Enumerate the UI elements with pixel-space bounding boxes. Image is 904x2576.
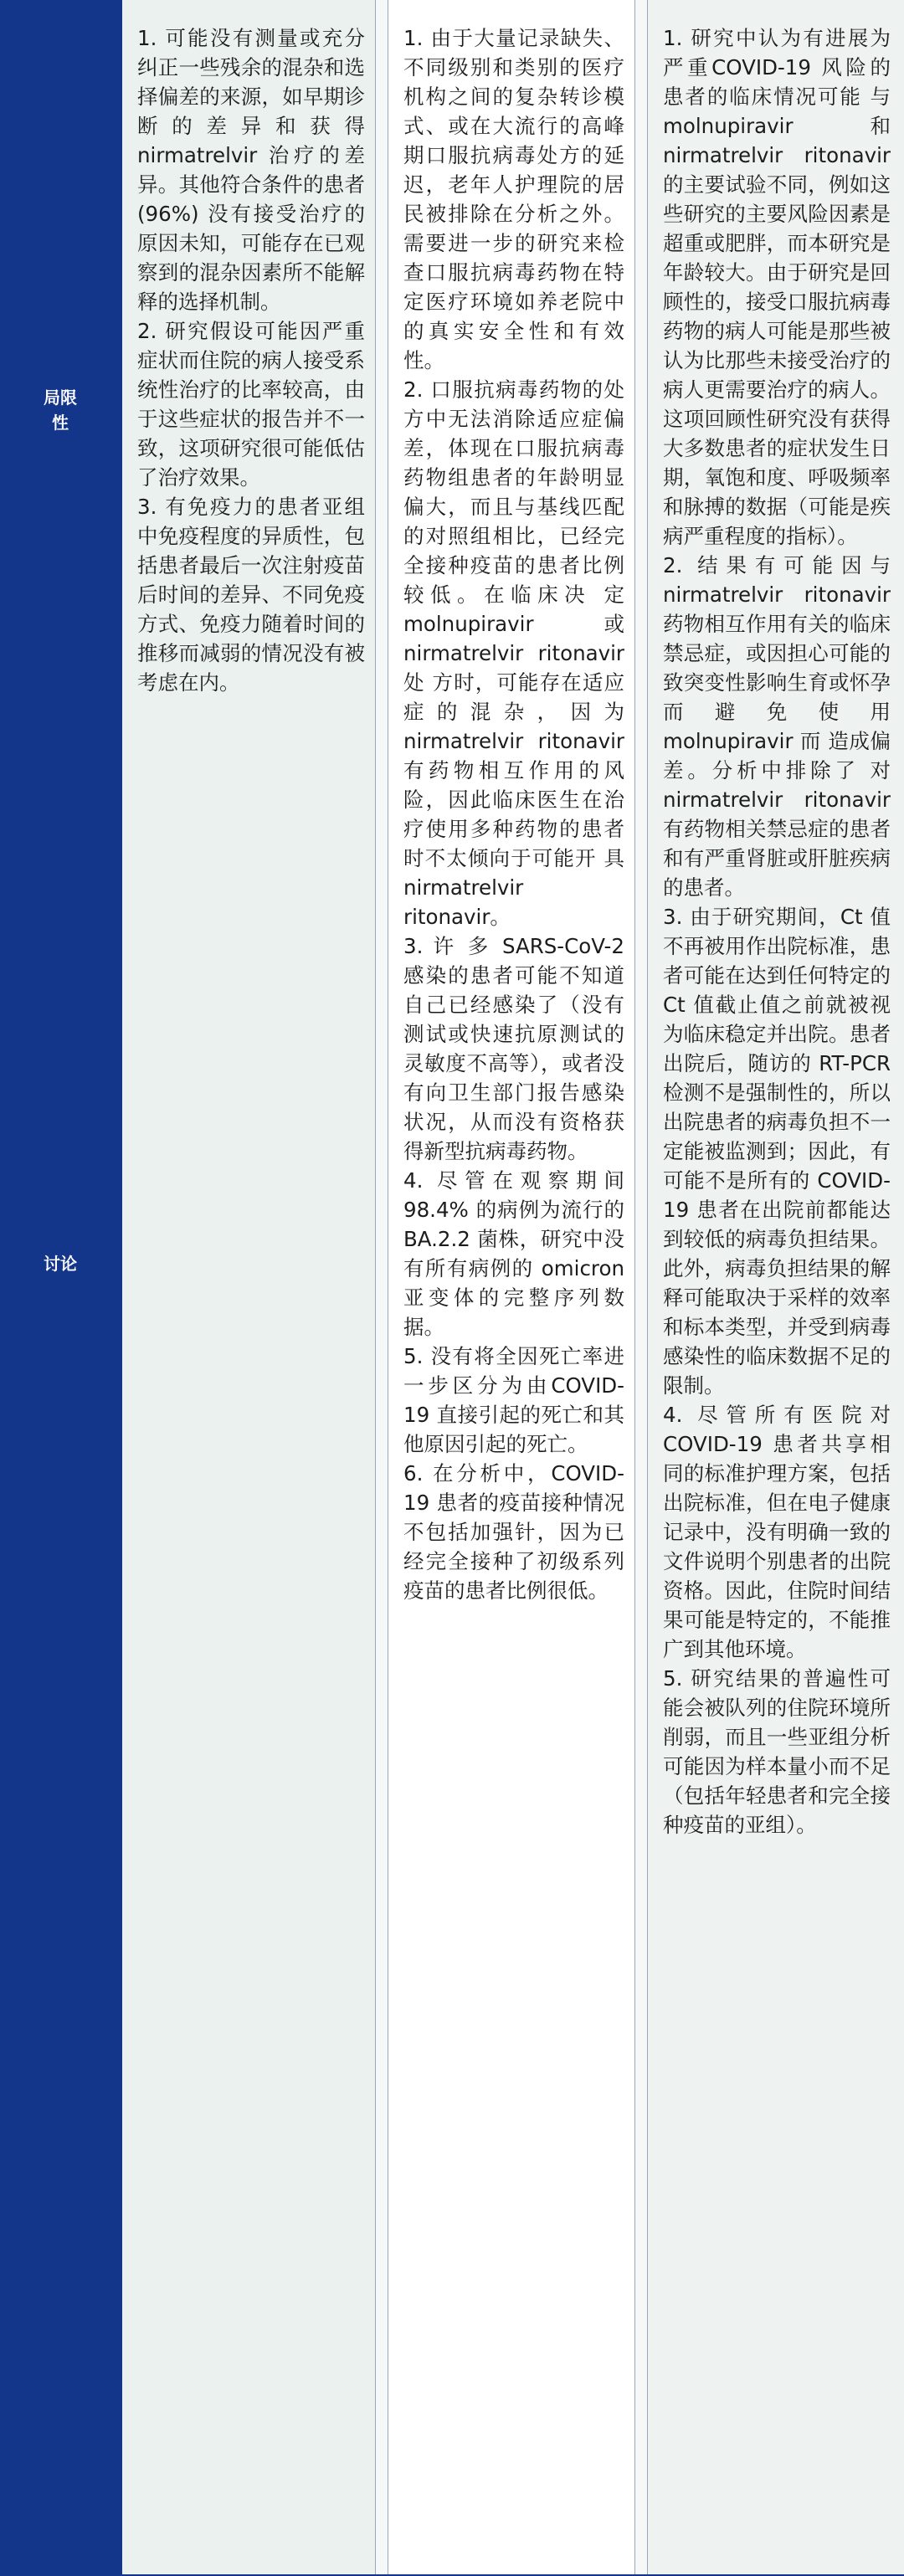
study-column-3 xyxy=(648,0,901,2576)
column-2-item-4: 4. 尽管在观察期间98.4% 的病例为流行的 BA.2.2 菌株，研究中没有所有病例的 omicron 亚变体的完整序列数据。 xyxy=(403,1168,624,1339)
column-3-item-1: 1. 研究中认为有进展为严重COVID-19 风险的患者的临床情况可能 与 molnupiravir 和 nirmatrelvir ritonavir 的主要试验不同，例如这些研究的主要风险因素是超重或肥胖，而本研究是年龄较大。由于研究是回顾性的，接受口服抗病毒药物的病人可能是那些被认为比那些未接受治疗的病人更需要治疗的病人。这项回顾性研究没有获得大多数患者的症状发生日期，氧饱和度、呼吸频率和脉搏的数据（可能是疾病严重程度的指标）。 xyxy=(663,26,891,548)
column-separator xyxy=(634,0,648,2576)
study-column-2 xyxy=(388,0,634,2576)
column-1-item-2: 2. 研究假设可能因严重症状而住院的病人接受系统性治疗的比率较高，由于这些症状的报告并不一致，这项研究很可能低估了治疗效果。 xyxy=(137,319,365,490)
column-3-item-5: 5. 研究结果的普遍性可能会被队列的住院环境所削弱，而且一些亚组分析可能因为样本量小而不足（包括年轻患者和完全接种疫苗的亚组）。 xyxy=(663,1666,891,1837)
row-label-discussion: 讨论 xyxy=(44,1254,77,1274)
study-column-1 xyxy=(122,0,375,2576)
row-header-column xyxy=(0,0,121,2576)
row-label-limitations-line2: 性 xyxy=(52,413,69,433)
column-3-item-2: 2. 结果有可能因与 nirmatrelvir ritonavir 药物相互作用有关的临床禁忌症，或因担心可能的致突变性影响生育或怀孕而避免使用 molnupiravir 而 造成偏差。分析中排除了 对 nirmatrelvir ritonavir 有药物相关禁忌症的患者和有严重肾脏或肝脏疾病的患者。 xyxy=(663,553,891,900)
column-2-item-2: 2. 口服抗病毒药物的处方中无法消除适应症偏差，体现在口服抗病毒药物组患者的年龄明显偏大，而且与基线匹配的对照组相比，已经完全接种疫苗的患者比例较低。在临床决 定 molnupiravir 或 nirmatrelvir ritonavir 处 方时，可能存在适应症的混杂，因为 nirmatrelvir ritonavir 有药物相互作用的风险，因此临床医生在治疗使用多种药物的患者时不太倾向于可能开 具 nirmatrelvir ritonavir。 xyxy=(403,377,624,929)
column-3-item-3: 3. 由于研究期间，Ct 值不再被用作出院标准，患者可能在达到任何特定的 Ct 值截止值之前就被视为临床稳定并出院。患者出院后，随访的 RT-PCR 检测不是强制性的，所以出院患者的病毒负担不一定能被监测到；因此，有可能不是所有的 COVID-19 患者在出院前都能达到较低的病毒负担结果。此外，病毒负担结果的解释可能取决于采样的效率和标本类型，并受到病毒感染性的临床数据不足的限制。 xyxy=(663,905,891,1398)
column-2-item-3: 3. 许 多 SARS-CoV-2 感染的患者可能不知道自己已经感染了（没有测试或快速抗原测试的灵敏度不高等），或者没有向卫生部门报告感染状况，从而没有资格获得新型抗病毒药物。 xyxy=(403,934,624,1163)
column-1-item-3: 3. 有免疫力的患者亚组中免疫程度的异质性，包括患者最后一次注射疫苗后时间的差异、不同免疫方式、免疫力随着时间的推移而减弱的情况没有被考虑在内。 xyxy=(137,495,365,695)
row-label-limitations-line1: 局限 xyxy=(44,387,77,408)
column-2-item-1: 1. 由于大量记录缺失、不同级别和类别的医疗机构之间的复杂转诊模式、或在大流行的高峰期口服抗病毒处方的延迟，老年人护理院的居民被排除在分析之外。需要进一步的研究来检查口服抗病毒药物在特定医疗环境如养老院中的真实安全性和有效性。 xyxy=(403,26,624,372)
column-3-item-4: 4. 尽管所有医院对COVID-19 患者共享相同的标准护理方案，包括出院标准，但在电子健康记录中，没有明确一致的文件说明个别患者的出院资格。因此，住院时间结果可能是特定的，不能推广到其他环境。 xyxy=(663,1403,891,1661)
row-label-limitations xyxy=(0,385,121,435)
column-2-item-5: 5. 没有将全因死亡率进一步区分为由COVID-19 直接引起的死亡和其他原因引起的死亡。 xyxy=(403,1344,624,1456)
column-separator xyxy=(375,0,388,2576)
column-1-item-1: 1. 可能没有测量或充分纠正一些残余的混杂和选择偏差的来源，如早期诊断的差异和获得nirmatrelvir 治疗的差异。其他符合条件的患者 (96%) 没有接受治疗的原因未知，可能存在已观察到的混杂因素所不能解释的选择机制。 xyxy=(137,26,365,314)
column-2-item-6: 6. 在分析中，COVID-19 患者的疫苗接种情况不包括加强针，因为已经完全接种了初级系列疫苗的患者比例很低。 xyxy=(403,1461,624,1603)
